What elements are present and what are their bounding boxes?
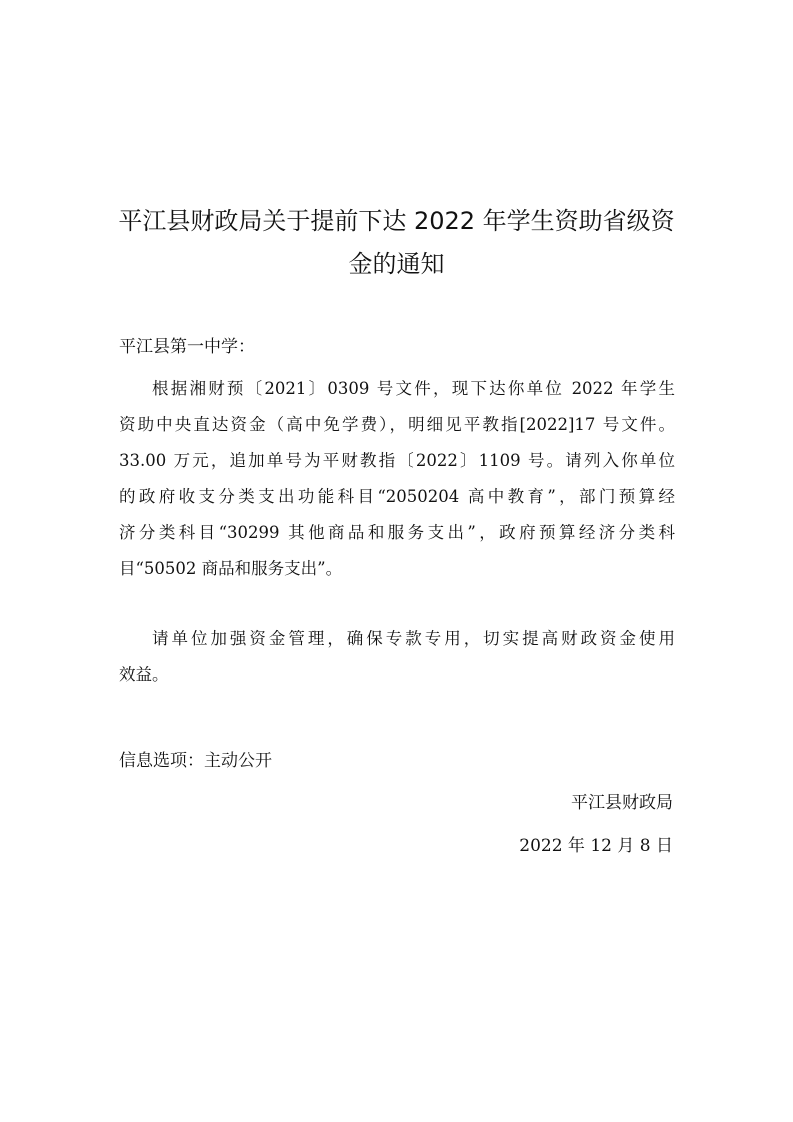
document-title-line-1: 平江县财政局关于提前下达 2022 年学生资助省级资 <box>118 207 675 235</box>
document-title-line-2: 金的通知 <box>348 250 445 278</box>
paragraph-1-line: 资助中央直达资金（高中免学费），明细见平教指[2022]17 号文件。 <box>119 415 675 434</box>
paragraph-2-line: 效益。 <box>119 665 169 684</box>
info-disclosure-option: 信息选项：主动公开 <box>119 751 272 771</box>
salutation: 平江县第一中学： <box>119 337 255 357</box>
paragraph-1-line: 目“50502 商品和服务支出”。 <box>119 559 343 578</box>
signature-organization: 平江县财政局 <box>571 793 673 813</box>
signature-date: 2022 年 12 月 8 日 <box>519 836 673 856</box>
body-paragraph-2 <box>119 621 675 693</box>
paragraph-1-line: 济分类科目“30299 其他商品和服务支出”，政府预算经济分类科 <box>119 523 675 542</box>
paragraph-1-line: 33.00 万元，追加单号为平财教指〔2022〕1109 号。请列入你单位 <box>119 451 675 470</box>
paragraph-1-line: 的政府收支分类支出功能科目“2050204 高中教育”，部门预算经 <box>119 487 675 506</box>
paragraph-1-line: 根据湘财预〔2021〕0309 号文件，现下达你单位 2022 年学生 <box>152 379 675 398</box>
body-paragraph-1 <box>119 371 675 587</box>
paragraph-2-line: 请单位加强资金管理，确保专款专用，切实提高财政资金使用 <box>152 629 675 648</box>
